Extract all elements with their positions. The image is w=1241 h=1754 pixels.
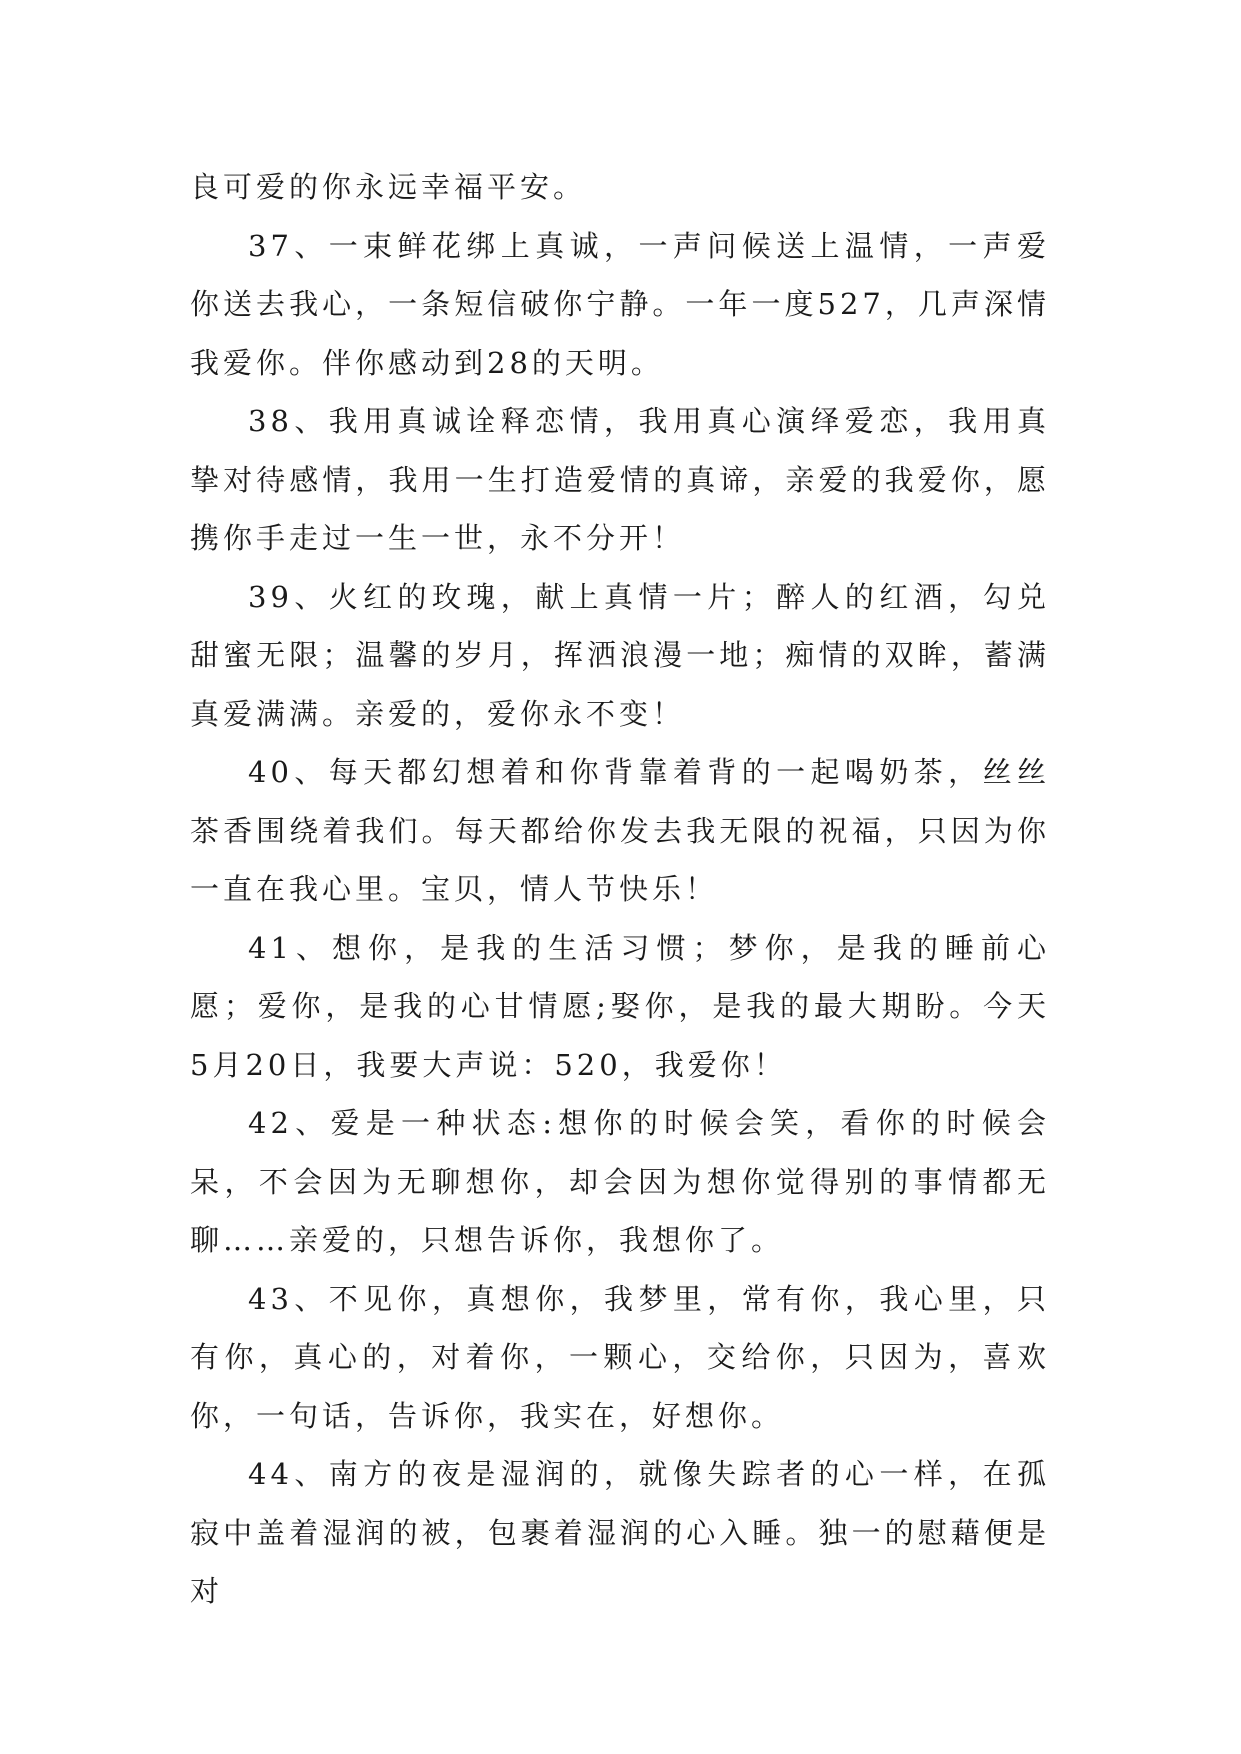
paragraph-44: 44、南方的夜是湿润的，就像失踪者的心一样，在孤寂中盖着湿润的被，包裹着湿润的心入睡。独一的慰藉便是对 xyxy=(190,1457,1050,1608)
document-body xyxy=(190,158,1050,1621)
paragraph-37: 37、一束鲜花绑上真诚，一声问候送上温情，一声爱你送去我心，一条短信破你宁静。一年一度527，几声深情我爱你。伴你感动到28的天明。 xyxy=(190,228,1050,380)
paragraph-continuation: 良可爱的你永远幸福平安。 xyxy=(190,170,587,204)
paragraph-39: 39、火红的玫瑰，献上真情一片；醉人的红酒，勾兑甜蜜无限；温馨的岁月，挥洒浪漫一地；痴情的双眸，蓄满真爱满满。亲爱的，爱你永不变！ xyxy=(190,579,1050,731)
paragraph-38: 38、我用真诚诠释恋情，我用真心演绎爱恋，我用真挚对待感情，我用一生打造爱情的真谛，亲爱的我爱你，愿携你手走过一生一世，永不分开！ xyxy=(190,404,1050,555)
paragraph-43: 43、不见你，真想你，我梦里，常有你，我心里，只有你，真心的，对着你，一颗心，交给你，只因为，喜欢你，一句话，告诉你，我实在，好想你。 xyxy=(190,1281,1050,1433)
paragraph-41: 41、想你，是我的生活习惯；梦你，是我的睡前心愿；爱你，是我的心甘情愿;娶你，是我的最大期盼。今天5月20日，我要大声说：520，我爱你！ xyxy=(190,930,1050,1082)
paragraph-40: 40、每天都幻想着和你背靠着背的一起喝奶茶，丝丝茶香围绕着我们。每天都给你发去我无限的祝福，只因为你一直在我心里。宝贝，情人节快乐！ xyxy=(190,755,1050,906)
paragraph-42: 42、爱是一种状态:想你的时候会笑，看你的时候会呆，不会因为无聊想你，却会因为想你觉得别的事情都无聊……亲爱的，只想告诉你，我想你了。 xyxy=(190,1106,1050,1257)
